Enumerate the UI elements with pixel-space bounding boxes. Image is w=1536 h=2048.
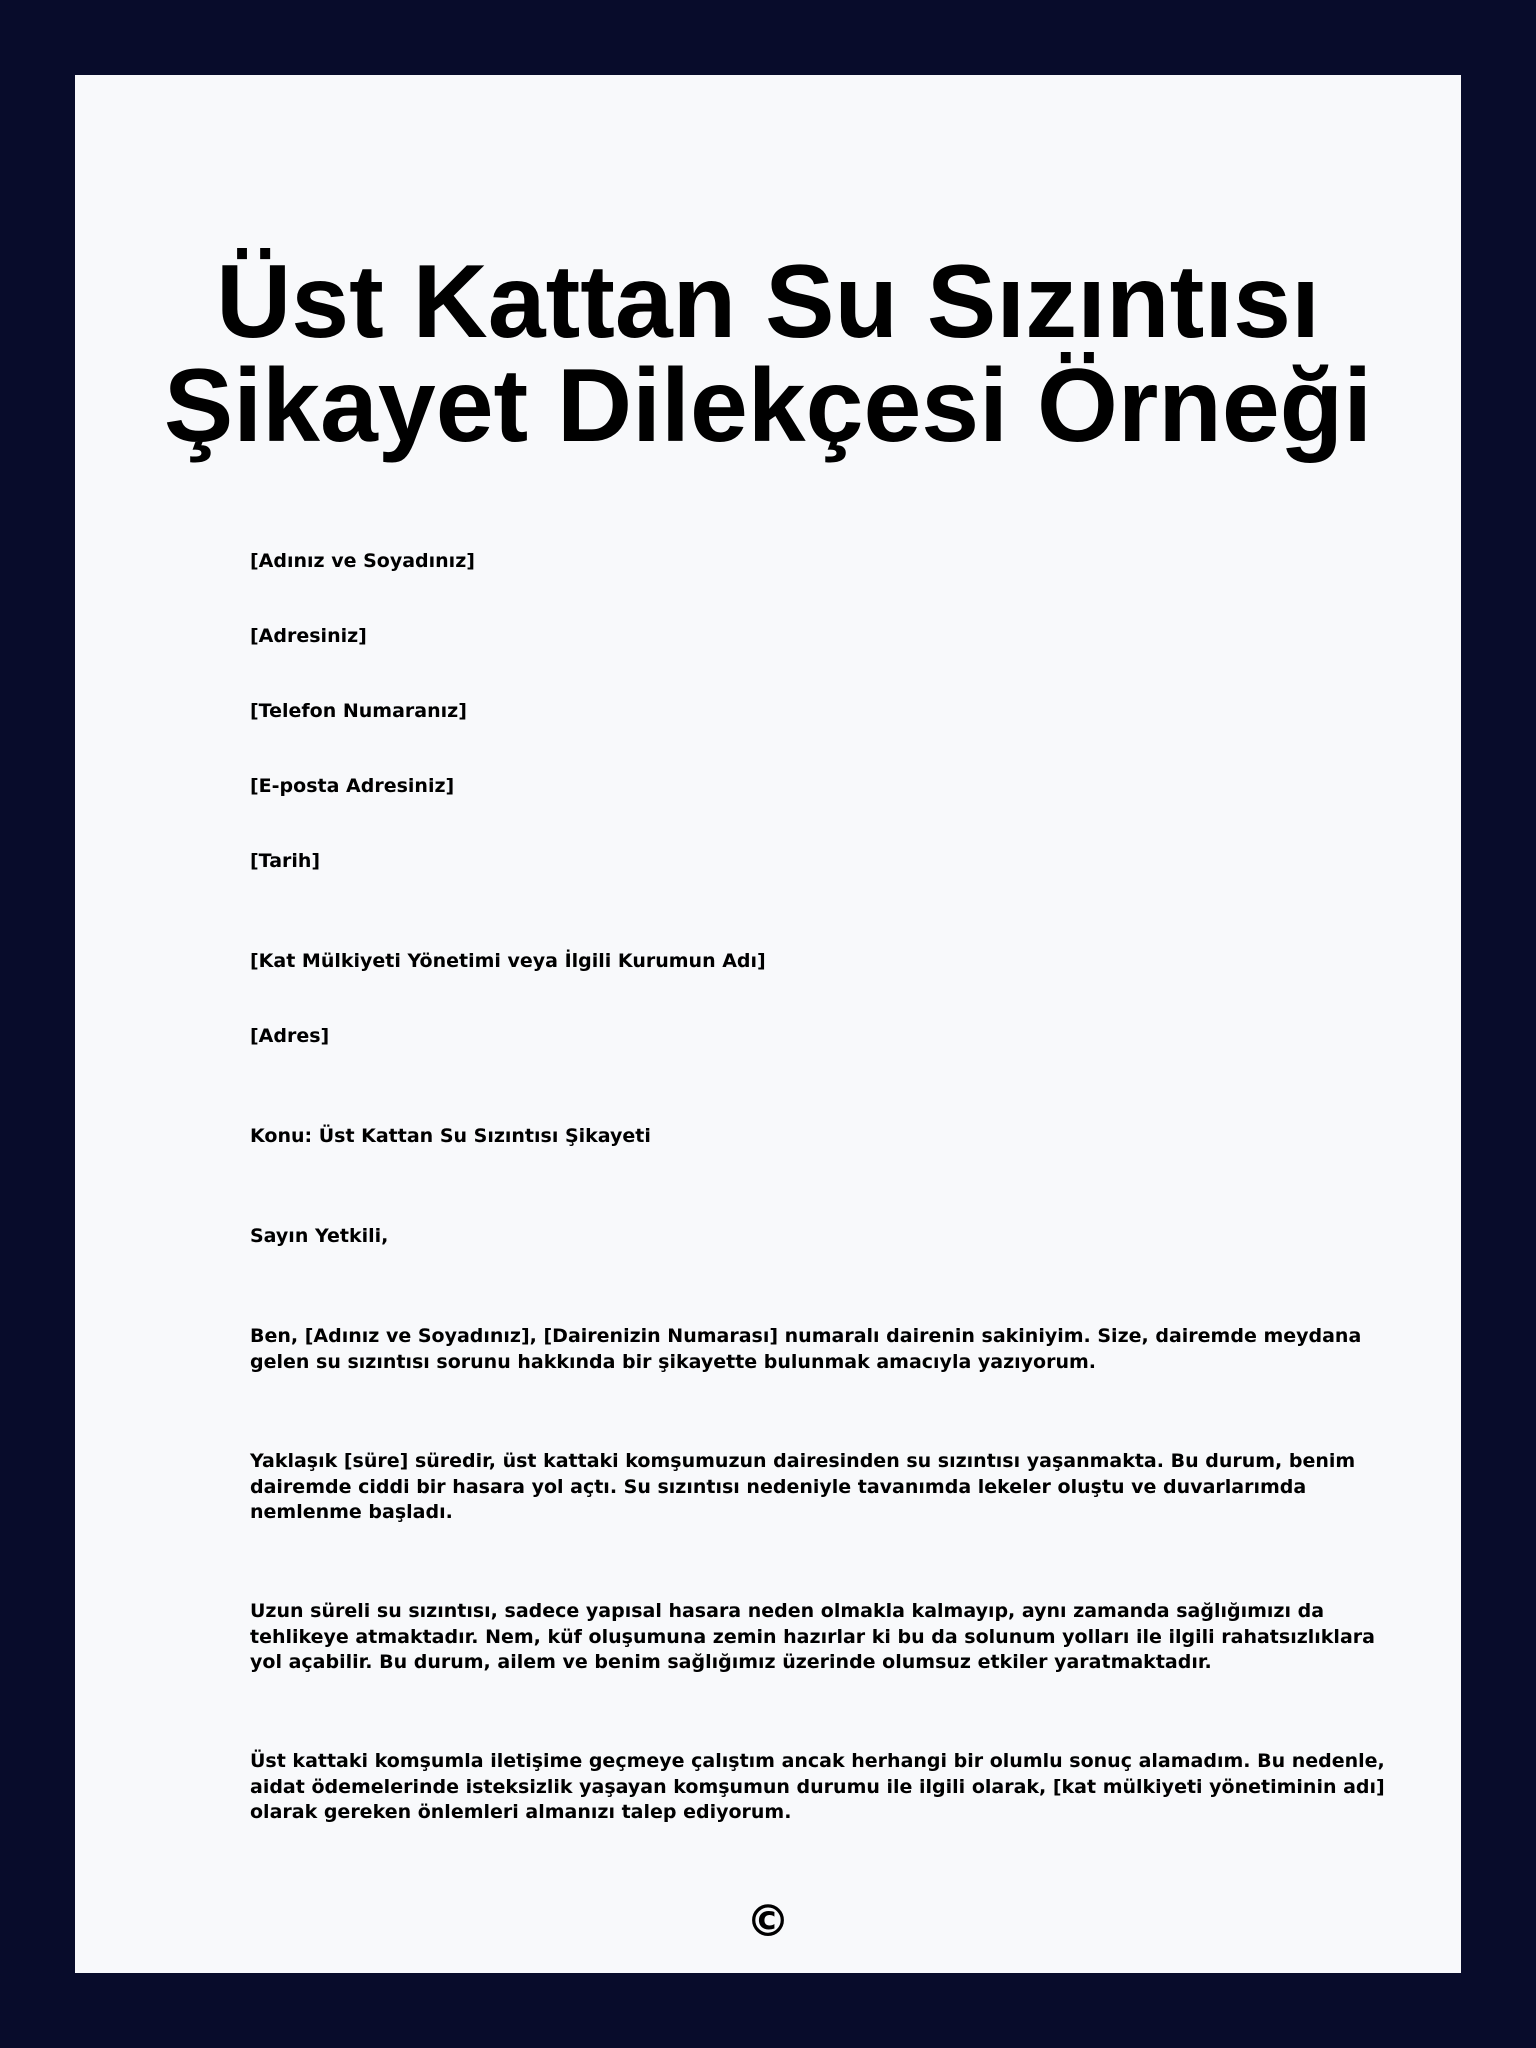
letter-subject: Konu: Üst Kattan Su Sızıntısı Şikayeti xyxy=(250,1125,651,1147)
paragraph-line: nemlenme başladı. xyxy=(250,1501,453,1523)
paragraph-line: olarak gereken önlemleri almanızı talep ediyorum. xyxy=(250,1801,792,1823)
body-paragraph-2 xyxy=(250,1449,1356,1526)
title-line-1: Üst Kattan Su Sızıntısı xyxy=(216,244,1320,360)
paragraph-line: aidat ödemelerinde isteksizlik yaşayan komşumun durumu ile ilgili olarak, [kat mülkiyeti yönetiminin adı] xyxy=(250,1775,1385,1798)
letter-salutation: Sayın Yetkili, xyxy=(250,1225,389,1247)
document-page xyxy=(75,75,1461,1973)
body-paragraph-1 xyxy=(250,1324,1362,1375)
body-paragraph-4 xyxy=(250,1749,1385,1826)
paragraph-line: gelen su sızıntısı sorunu hakkında bir şikayette bulunmak amacıyla yazıyorum. xyxy=(250,1350,1097,1373)
paragraph-line: Üst kattaki komşumla iletişime geçmeye çalıştım ancak herhangi bir olumlu sonuç alamadım. Bu nedenle, xyxy=(250,1750,1385,1772)
title-line-2: Şikayet Dilekçesi Örneği xyxy=(163,348,1373,464)
paragraph-line: Uzun süreli su sızıntısı, sadece yapısal hasara neden olmakla kalmayıp, aynı zamanda sağlığımızı da xyxy=(250,1600,1325,1622)
sender-email: [E-posta Adresiniz] xyxy=(250,775,455,797)
sender-phone: [Telefon Numaranız] xyxy=(250,700,467,722)
paragraph-line: dairemde ciddi bir hasara yol açtı. Su sızıntısı nedeniyle tavanımda lekeler oluştu ve duvarlarımda xyxy=(250,1475,1307,1498)
copyright-icon: © xyxy=(746,1896,790,1947)
recipient-name: [Kat Mülkiyeti Yönetimi veya İlgili Kurumun Adı] xyxy=(250,950,766,972)
body-paragraph-3 xyxy=(250,1599,1375,1676)
document-title xyxy=(75,244,1461,464)
sender-address: [Adresiniz] xyxy=(250,625,367,647)
paragraph-line: Yaklaşık [süre] süredir, üst kattaki komşumuzun dairesinden su sızıntısı yaşanmakta. Bu durum, benim xyxy=(250,1450,1356,1472)
paragraph-line: tehlikeye atmaktadır. Nem, küf oluşumuna zemin hazırlar ki bu da solunum yolları ile ilgili rahatsızlıklara xyxy=(250,1625,1375,1648)
recipient-address: [Adres] xyxy=(250,1025,330,1047)
paragraph-line: yol açabilir. Bu durum, ailem ve benim sağlığımız üzerinde olumsuz etkiler yaratmaktadır. xyxy=(250,1651,1212,1673)
letter-date: [Tarih] xyxy=(250,850,321,872)
sender-name: [Adınız ve Soyadınız] xyxy=(250,550,475,572)
paragraph-line: Ben, [Adınız ve Soyadınız], [Dairenizin Numarası] numaralı dairenin sakiniyim. Size, dairemde meydana xyxy=(250,1325,1362,1347)
